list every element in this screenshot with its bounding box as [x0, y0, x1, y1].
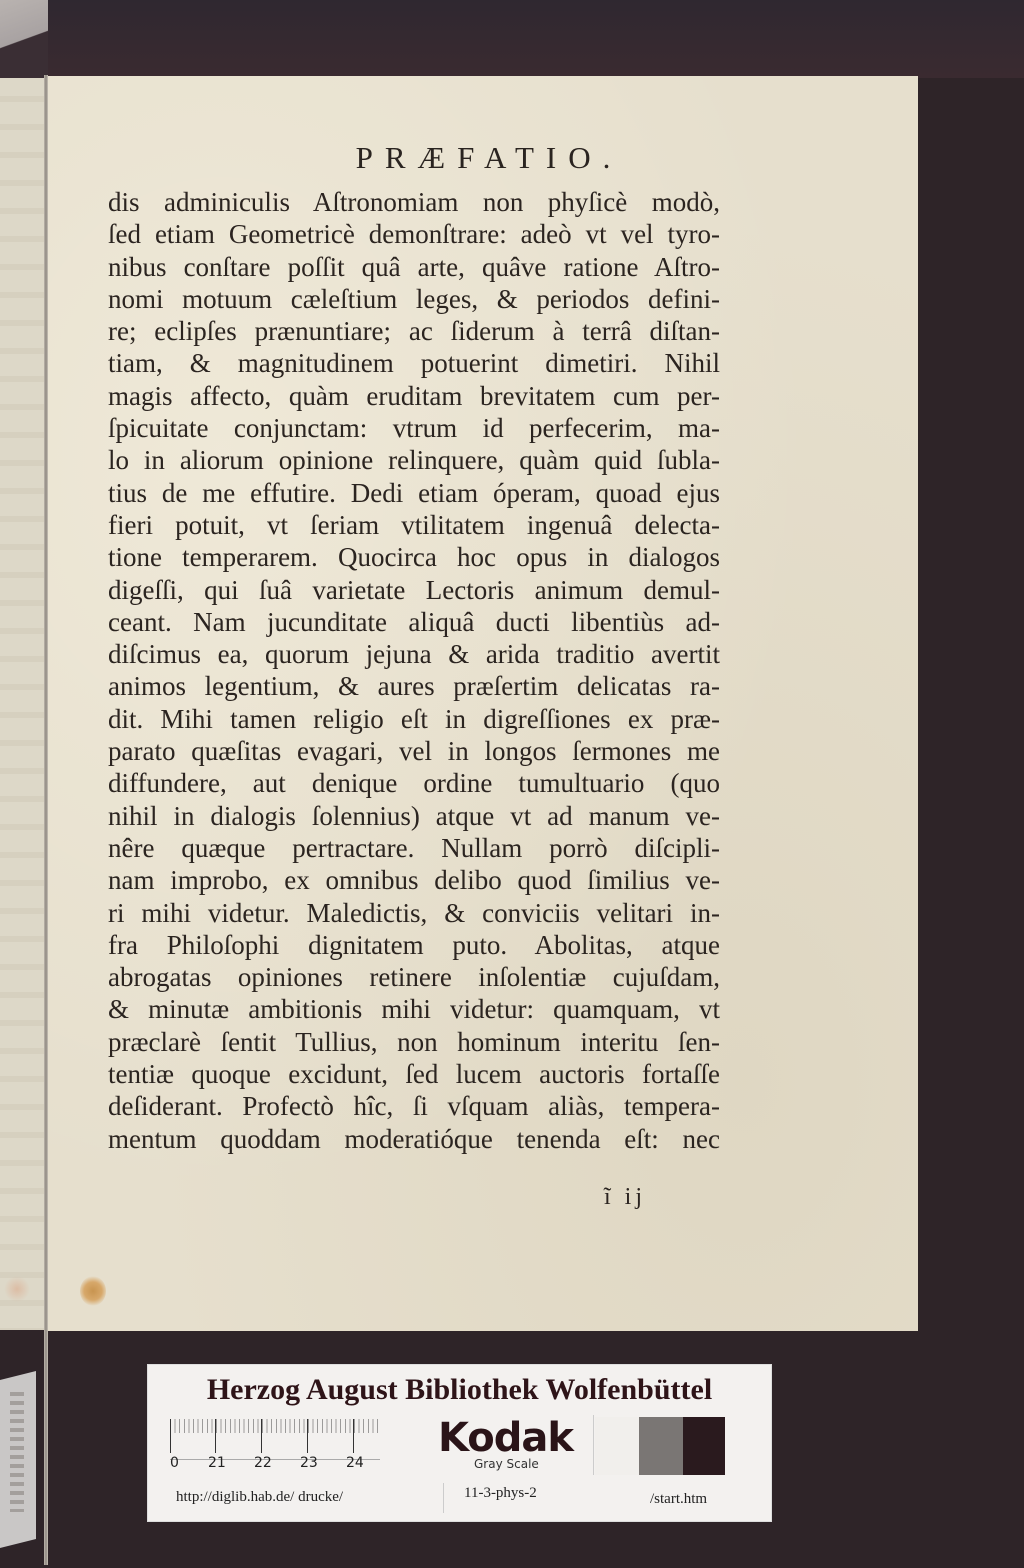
text-line: mentum quoddam moderatióque tenenda eſt: nec [108, 1123, 720, 1154]
scan-background-top [0, 0, 1024, 78]
text-line: tius de me effutire. Dedi etiam óperam, quoad ejus [108, 477, 720, 508]
text-line: dis adminiculis Aſtronomiam non phyſicè modò, [108, 187, 720, 217]
text-line: tentiæ quoque excidunt, ſed lucem auctoris fortaſſe [108, 1059, 720, 1090]
kodak-logo: Kodak [438, 1415, 573, 1461]
ruler-major-tick [353, 1419, 354, 1453]
text-line: ſpicuitate conjunctam: vtrum id perfecerim, ma- [108, 413, 720, 444]
text-line: parato quæſitas evagari, vel in longos ſermones me [108, 736, 720, 767]
ruler-label: 21 [208, 1455, 226, 1471]
text-line: nibus conſtare poſſit quâ arte, quâve ratione Aſtro- [108, 251, 720, 282]
text-line: abrogatas opiniones retinere inſolentiæ cujuſdam, [108, 962, 720, 993]
ruler-label: 23 [300, 1455, 318, 1471]
text-line: lo in aliorum opinione relinquere, quàm quid ſubla- [108, 445, 720, 476]
page-corner-shadow [0, 0, 48, 78]
foxing-stain-faint [4, 1276, 30, 1302]
ruler-major-tick [170, 1419, 171, 1453]
url-separator [443, 1483, 444, 1513]
shelfmark: 11-3-phys-2 [464, 1485, 537, 1501]
text-line: ſed etiam Geometricè demonſtrare: adeò vt vel tyro- [108, 219, 720, 250]
text-line: deſiderant. Profectò hîc, ſi vſquam aliàs, tempera- [108, 1091, 720, 1122]
gray-scale-label: Gray Scale [474, 1457, 539, 1471]
ruler-major-tick [261, 1419, 262, 1453]
ruler-label: 0 [170, 1455, 179, 1471]
text-line: nêre quæque pertractare. Nullam porrò diſcipli- [108, 832, 720, 863]
scale-ruler [170, 1419, 380, 1471]
library-name: Herzog August Bibliothek Wolfenbüttel [206, 1373, 713, 1406]
text-line: diſcimus ea, quorum jejuna & arida traditio avertit [108, 639, 720, 670]
text-line: re; eclipſes prænuntiare; ac ſiderum à terrâ diſtan- [108, 316, 720, 347]
text-line: diffundere, aut denique ordine tumultuario (quo [108, 768, 720, 799]
text-line: fieri potuit, vt ſeriam vtilitatem ingenuâ delecta- [108, 509, 720, 540]
text-line: nomi motuum cæleſtium leges, & periodos defini- [108, 283, 720, 314]
running-head: PRÆFATIO. [355, 140, 623, 175]
swatch-divider [593, 1415, 594, 1475]
text-line: præclarè ſentit Tullius, non hominum interitu ſen- [108, 1026, 720, 1057]
calibration-card [147, 1364, 772, 1522]
body-text [108, 186, 720, 1155]
gray-swatch-white [595, 1417, 639, 1475]
text-line: ceant. Nam jucunditate aliquâ ducti libentiùs ad- [108, 606, 720, 637]
text-line: digeſſi, qui ſuâ varietate Lectoris animum demul- [108, 574, 720, 605]
foxing-stain [80, 1276, 106, 1306]
ruler-label: 24 [346, 1455, 364, 1471]
gray-swatch-black [683, 1417, 725, 1475]
previous-page-edge [0, 40, 48, 1330]
text-line: tione temperarem. Quocirca hoc opus in dialogos [108, 542, 720, 573]
text-line: ri mihi videtur. Maledictis, & conviciis velitari in- [108, 897, 720, 928]
text-line: dit. Mihi tamen religio eſt in digreſſiones ex præ- [108, 703, 720, 734]
ruler-major-tick [307, 1419, 308, 1453]
text-line: fra Philoſophi dignitatem puto. Abolitas, atque [108, 929, 720, 960]
text-line: tiam, & magnitudinem potuerint dimetiri. Nihil [108, 348, 720, 379]
text-line: magis affecto, quàm eruditam brevitatem cum per- [108, 380, 720, 411]
text-line: nam improbo, ex omnibus delibo quod ſimilius ve- [108, 865, 720, 896]
ruler-label: 22 [254, 1455, 272, 1471]
adjacent-label-text [10, 1392, 24, 1512]
ruler-minor-ticks [170, 1419, 380, 1433]
text-line: nihil in dialogis ſolennius) atque vt ad manum ve- [108, 800, 720, 831]
text-line: animos legentium, & aures præſertim delicatas ra- [108, 671, 720, 702]
gray-swatch-mid [639, 1417, 683, 1475]
text-line: & minutæ ambitionis mihi videtur: quamquam, vt [108, 994, 720, 1025]
ruler-major-tick [215, 1419, 216, 1453]
url-suffix: /start.htm [650, 1491, 708, 1507]
signature-mark: ĩ ij [604, 1184, 647, 1210]
url-prefix: http://diglib.hab.de/ drucke/ [176, 1489, 344, 1505]
